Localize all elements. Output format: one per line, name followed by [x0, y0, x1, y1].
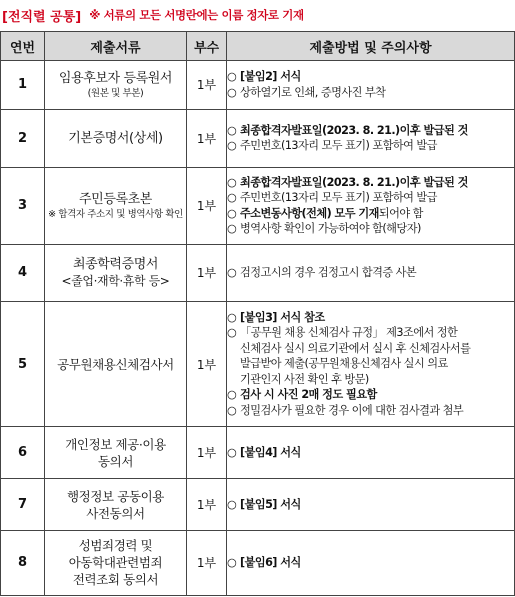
row-number: 3	[1, 167, 45, 244]
bullet-icon: ○	[227, 70, 237, 84]
signature-notice: ※ 서류의 모든 서명란에는 이름 정자로 기재	[89, 8, 304, 22]
list-item	[227, 123, 514, 139]
document-title-line2: 아동학대관련범죄	[68, 555, 163, 571]
list-item	[227, 445, 514, 461]
item-text-bold: 주소변동사항(전체) 모두 기재	[240, 206, 379, 220]
table-row	[1, 301, 515, 427]
table-row	[1, 530, 515, 595]
table-row	[1, 427, 515, 479]
item-text: [붙임2] 서식	[240, 70, 301, 84]
item-text: 주민번호(13자리 모두 표기) 포함하여 발급	[240, 191, 437, 205]
list-item	[227, 85, 514, 101]
row-number: 5	[1, 301, 45, 427]
column-header-document: 제출서류	[45, 32, 187, 61]
document-name	[45, 479, 187, 531]
method-notes	[227, 244, 515, 301]
submission-documents-table	[0, 31, 515, 596]
document-title: 공무원채용신체검사서	[57, 356, 174, 372]
document-name	[45, 301, 187, 427]
bullet-icon: ○	[227, 556, 237, 570]
item-text-continued: 신체검사 실시 의료기관에서 실시 후 신체검사서를	[240, 341, 471, 355]
copies: 1부	[187, 244, 227, 301]
bullet-icon: ○	[227, 191, 237, 205]
row-number: 6	[1, 427, 45, 479]
item-text-continued: 기관인지 사전 확인 후 방문)	[240, 372, 369, 386]
list-item	[227, 387, 514, 403]
column-header-method: 제출방법 및 주의사항	[227, 32, 515, 61]
document-title: 최종학력증명서	[72, 256, 159, 272]
item-text: 「공무원 채용 신체검사 규정」 제3조에서 정한	[240, 326, 458, 340]
list-item	[227, 175, 514, 191]
table-row	[1, 479, 515, 531]
document-title: 주민등록초본	[79, 192, 152, 208]
item-text: [붙임6] 서식	[240, 556, 301, 570]
bullet-icon: ○	[227, 497, 237, 511]
document-title-line2: <졸업·재학·휴학 등>	[61, 273, 170, 288]
method-notes	[227, 109, 515, 167]
row-number: 4	[1, 244, 45, 301]
method-notes	[227, 167, 515, 244]
bullet-icon: ○	[227, 123, 237, 137]
item-text: 최종합격자발표일(2023. 8. 21.)이후 발급된 것	[240, 175, 468, 189]
list-item	[227, 69, 514, 85]
column-header-copies: 부수	[187, 32, 227, 61]
copies: 1부	[187, 109, 227, 167]
bullet-icon: ○	[227, 388, 237, 402]
item-text-rest: 되어야 함	[378, 206, 423, 220]
table-row	[1, 61, 515, 110]
table-row	[1, 167, 515, 244]
list-item	[227, 403, 514, 419]
document-name	[45, 530, 187, 595]
method-notes	[227, 61, 515, 110]
item-text: 주민번호(13자리 모두 표기) 포함하여 발급	[240, 139, 437, 153]
document-title: 임용후보자 등록원서	[58, 71, 173, 87]
bullet-icon: ○	[227, 222, 237, 236]
bullet-icon: ○	[227, 206, 237, 220]
table-header-row	[1, 32, 515, 61]
list-item	[227, 265, 514, 281]
copies: 1부	[187, 61, 227, 110]
document-name	[45, 427, 187, 479]
list-item	[227, 206, 514, 222]
document-title-line2: 사전동의서	[86, 505, 145, 521]
copies: 1부	[187, 301, 227, 427]
item-text: 병역사항 확인이 가능하여야 함(해당자)	[240, 222, 421, 236]
item-text	[240, 206, 514, 222]
item-text: [붙임5] 서식	[240, 497, 301, 511]
bullet-icon: ○	[227, 326, 237, 340]
bullet-icon: ○	[227, 85, 237, 99]
item-text: [붙임3] 서식 참조	[240, 310, 325, 324]
copies: 1부	[187, 427, 227, 479]
document-title: 성범죄경력 및	[78, 538, 153, 554]
row-number: 7	[1, 479, 45, 531]
document-title-line3: 전력조회 동의서	[72, 572, 159, 588]
document-subnote: (원본 및 부본)	[87, 88, 144, 100]
list-item	[227, 138, 514, 154]
document-name	[45, 109, 187, 167]
list-item	[227, 325, 514, 341]
bullet-icon: ○	[227, 446, 237, 460]
document-subnote: ※ 합격자 주소지 및 병역사항 확인	[48, 209, 183, 221]
item-text: 검사 시 사진 2매 정도 필요함	[240, 388, 377, 402]
item-text: 검정고시의 경우 검정고시 합격증 사본	[240, 265, 417, 279]
row-number: 8	[1, 530, 45, 595]
notice-bar	[0, 0, 515, 30]
item-text: [붙임4] 서식	[240, 446, 301, 460]
method-notes	[227, 427, 515, 479]
document-name	[45, 244, 187, 301]
list-item	[227, 190, 514, 206]
list-item	[227, 555, 514, 571]
method-notes	[227, 301, 515, 427]
bullet-icon: ○	[227, 265, 237, 279]
document-title-line2: 동의서	[97, 453, 134, 469]
bullet-icon: ○	[227, 403, 237, 417]
document-title: 기본증명서(상세)	[68, 131, 163, 147]
document-name	[45, 167, 187, 244]
category-tag: [전직렬 공통]	[2, 9, 82, 25]
method-notes	[227, 479, 515, 531]
row-number: 2	[1, 109, 45, 167]
item-text: 정밀검사가 필요한 경우 이에 대한 검사결과 첨부	[240, 403, 464, 417]
bullet-icon: ○	[227, 310, 237, 324]
method-notes	[227, 530, 515, 595]
copies: 1부	[187, 167, 227, 244]
item-text-continued: 발급받아 제출(공무원채용신체검사 실시 의료	[240, 357, 448, 371]
item-text: 최종합격자발표일(2023. 8. 21.)이후 발급된 것	[240, 123, 468, 137]
document-name	[45, 61, 187, 110]
column-header-number: 연번	[1, 32, 45, 61]
list-item	[227, 221, 514, 237]
table-row	[1, 244, 515, 301]
list-item	[227, 310, 514, 326]
bullet-icon: ○	[227, 139, 237, 153]
list-item	[227, 497, 514, 513]
item-text: 상하열기로 인쇄, 증명사진 부착	[240, 85, 386, 99]
bullet-icon: ○	[227, 175, 237, 189]
document-title: 개인정보 제공·이용	[65, 436, 166, 452]
row-number: 1	[1, 61, 45, 110]
table-row	[1, 109, 515, 167]
copies: 1부	[187, 479, 227, 531]
document-title: 행정정보 공동이용	[67, 488, 164, 504]
copies: 1부	[187, 530, 227, 595]
